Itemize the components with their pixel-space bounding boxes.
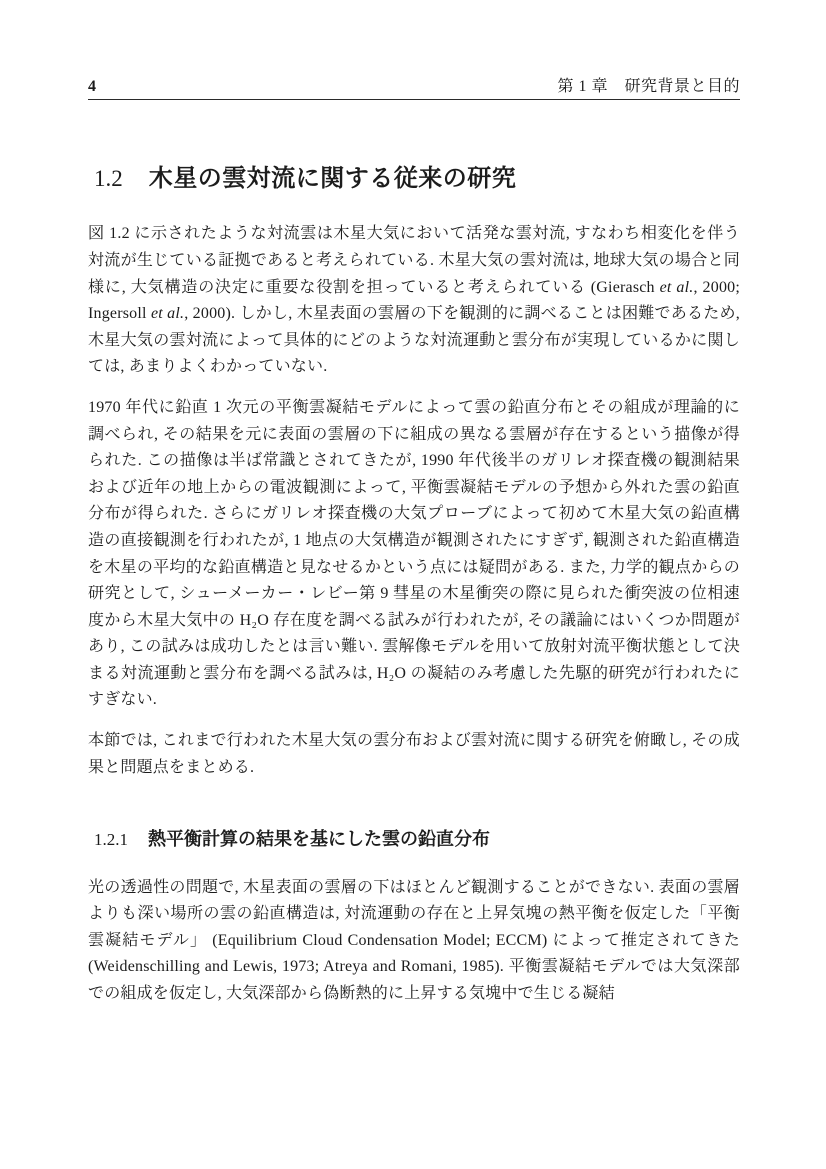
paragraph-intro-convective-clouds: 図 1.2 に示されたような対流雲は木星大気において活発な雲対流, すなわち相変化を伴う対流が生じている証拠であると考えられている. 木星大気の雲対流は, 地球大気の場合と同様に, 大気構造の決定に重要な役割を担っていると考えられている (Gierasch et al., 2000; Ingersoll et al., 2000). しかし, 木星表面の雲層の下を観測的に調べることは困難であるため, 木星大気の雲対流によって具体的にどのような対流運動と雲分布が実現しているかに関しては, あまりよくわかっていない.: [88, 225, 740, 376]
section-number: 1.2: [94, 166, 123, 192]
chapter-running-title: 第 1 章 研究背景と目的: [557, 78, 740, 95]
subsection-number: 1.2.1: [94, 830, 128, 850]
document-page: [88, 0, 740, 1008]
header-rule: [88, 99, 740, 100]
subsection-title: 熱平衡計算の結果を基にした雲の鉛直分布: [148, 829, 490, 850]
page-number: 4: [88, 78, 96, 95]
paragraph-eccm-description: 光の透過性の問題で, 木星表面の雲層の下はほとんど観測することができない. 表面の雲層よりも深い場所の雲の鉛直構造は, 対流運動の存在と上昇気塊の熱平衡を仮定した「平衡雲凝結モデル」 (Equilibrium Cloud Condensation Model; ECCM) によって推定されてきた (Weidenschilling and Lewis, 1973; Atreya and Romani, 1985). 平衡雲凝結モデルでは大気深部での組成を仮定し, 大気深部から偽断熱的に上昇する気塊中で生じる凝結: [88, 878, 740, 1003]
paragraph-eccm-history: 1970 年代に鉛直 1 次元の平衡雲凝結モデルによって雲の鉛直分布とその組成が理論的に調べられ, その結果を元に表面の雲層の下に組成の異なる雲層が存在するという描像が得られた. この描像は半ば常識とされてきたが, 1990 年代後半のガリレオ探査機の観測結果および近年の地上からの電波観測によって, 平衡雲凝結モデルの予想から外れた雲の鉛直分布が得られた. さらにガリレオ探査機の大気プローブによって初めて木星大気の鉛直構造の直接観測を行われたが, 1 地点の大気構造が観測されたにすぎず, 観測された鉛直構造を木星の平均的な鉛直構造と見なせるかという点には疑問がある. また, 力学的観点からの研究として, シューメーカー・レビー第 9 彗星の木星衝突の際に見られた衝突波の位相速度から木星大気中の H₂O 存在度を調べる試みが行われたが, その議論にはいくつか問題があり, この試みは成功したとは言い難い. 雲解像モデルを用いて放射対流平衡状態として決まる対流運動と雲分布を調べる試みは, H₂O の凝結のみ考慮した先駆的研究が行われたにすぎない.: [88, 398, 740, 709]
paragraph-section-overview: 本節では, これまで行われた木星大気の雲分布および雲対流に関する研究を俯瞰し, その成果と問題点をまとめる.: [88, 732, 740, 776]
page-header: [88, 0, 740, 96]
subsection-heading: [94, 828, 740, 851]
section-heading: [94, 164, 740, 194]
section-title: 木星の雲対流に関する従来の研究: [148, 165, 517, 193]
